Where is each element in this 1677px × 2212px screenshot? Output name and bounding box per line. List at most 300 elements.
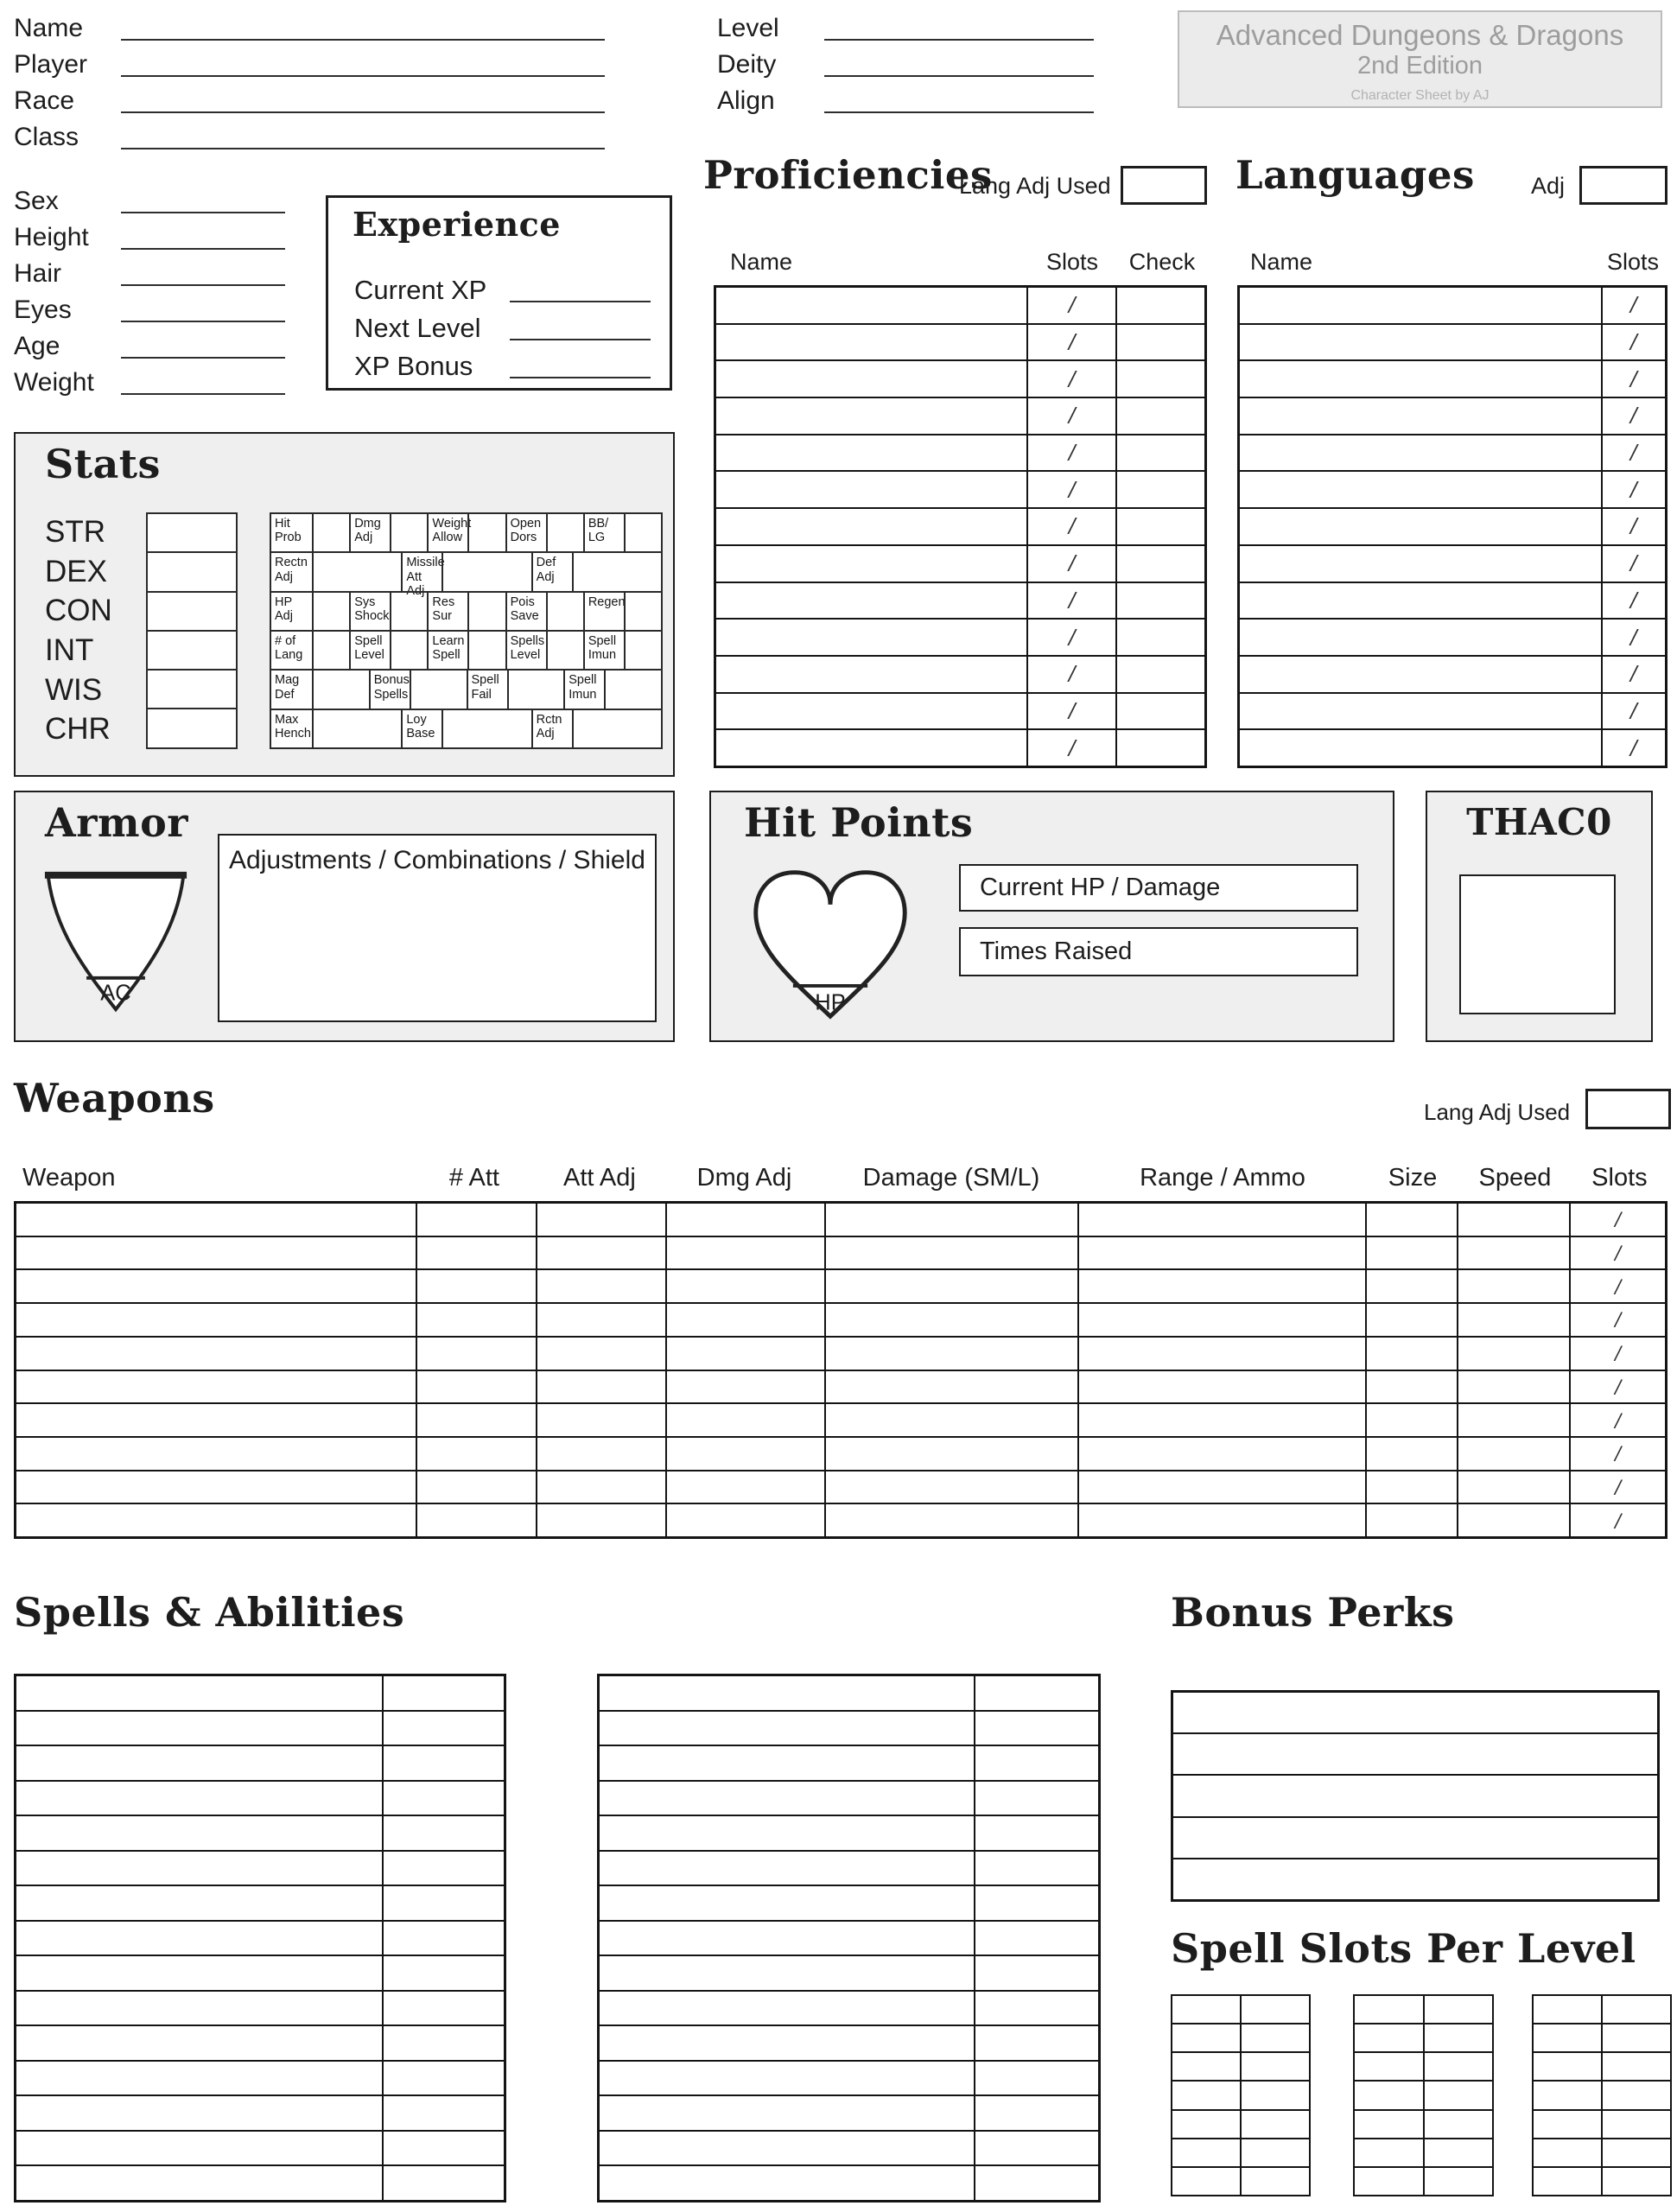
weapon-speed-cell[interactable]: [1457, 1338, 1570, 1370]
spell-uses-cell[interactable]: [382, 1746, 504, 1780]
weapon-weapon-cell[interactable]: [16, 1270, 416, 1302]
language-slots-cell[interactable]: /: [1601, 620, 1665, 655]
weapon-slots-cell[interactable]: /: [1569, 1237, 1665, 1269]
bonus-perk-cell[interactable]: [1173, 1734, 1657, 1774]
align-input-line[interactable]: [824, 111, 1094, 113]
language-name-cell[interactable]: [1240, 694, 1601, 729]
stat-mod-value-cell[interactable]: [624, 632, 661, 669]
proficiency-name-cell[interactable]: [716, 657, 1026, 692]
proficiency-slots-cell[interactable]: /: [1026, 435, 1115, 471]
ability-score-box-int[interactable]: [146, 630, 238, 671]
spell-uses-cell[interactable]: [974, 1852, 1098, 1885]
spell-name-cell[interactable]: [600, 2026, 974, 2060]
level-input-line[interactable]: [824, 39, 1094, 41]
weapon-slots-cell[interactable]: /: [1569, 1371, 1665, 1403]
spell-name-cell[interactable]: [600, 1816, 974, 1850]
spell-name-cell[interactable]: [600, 2062, 974, 2095]
spell-uses-cell[interactable]: [974, 1816, 1098, 1850]
bonus-perk-cell[interactable]: [1173, 1693, 1657, 1732]
spell-slot-cell[interactable]: [1355, 2024, 1423, 2051]
bonus-perk-cell[interactable]: [1173, 1859, 1657, 1899]
weapon-dmg-adj-cell[interactable]: [665, 1338, 825, 1370]
weapon-att-cell[interactable]: [416, 1504, 536, 1536]
proficiency-slots-cell[interactable]: /: [1026, 325, 1115, 360]
spell-uses-cell[interactable]: [974, 1992, 1098, 2025]
weapon-att-cell[interactable]: [416, 1338, 536, 1370]
language-name-cell[interactable]: [1240, 398, 1601, 434]
weapon-att-cell[interactable]: [416, 1371, 536, 1403]
spell-uses-cell[interactable]: [974, 2166, 1098, 2200]
spell-name-cell[interactable]: [600, 2166, 974, 2200]
ability-score-box-str[interactable]: [146, 512, 238, 554]
name-input-line[interactable]: [121, 39, 605, 41]
hair-input-line[interactable]: [121, 284, 285, 286]
proficiency-slots-cell[interactable]: /: [1026, 620, 1115, 655]
stat-mod-value-cell[interactable]: [312, 593, 349, 630]
spell-uses-cell[interactable]: [382, 1922, 504, 1955]
weapon-damage-sm-l-cell[interactable]: [824, 1270, 1077, 1302]
spell-uses-cell[interactable]: [382, 1712, 504, 1745]
proficiency-slots-cell[interactable]: /: [1026, 657, 1115, 692]
shield-icon[interactable]: [41, 867, 190, 1018]
stat-mod-value-cell[interactable]: [467, 514, 505, 551]
weapon-weapon-cell[interactable]: [16, 1338, 416, 1370]
language-name-cell[interactable]: [1240, 288, 1601, 323]
weapon-att-cell[interactable]: [416, 1304, 536, 1336]
stat-mod-value-cell[interactable]: [546, 632, 583, 669]
spell-slot-cell[interactable]: [1534, 2111, 1601, 2138]
proficiency-slots-cell[interactable]: /: [1026, 398, 1115, 434]
proficiency-name-cell[interactable]: [716, 730, 1026, 766]
spell-slot-cell[interactable]: [1240, 2139, 1309, 2166]
weapon-slots-cell[interactable]: /: [1569, 1304, 1665, 1336]
weapon-dmg-adj-cell[interactable]: [665, 1404, 825, 1436]
weapon-dmg-adj-cell[interactable]: [665, 1371, 825, 1403]
weapon-weapon-cell[interactable]: [16, 1204, 416, 1236]
weapon-weapon-cell[interactable]: [16, 1237, 416, 1269]
weapon-att-adj-cell[interactable]: [536, 1371, 665, 1403]
current-xp-input-line[interactable]: [510, 301, 651, 302]
spell-slot-cell[interactable]: [1240, 2111, 1309, 2138]
proficiency-check-cell[interactable]: [1115, 730, 1204, 766]
proficiency-name-cell[interactable]: [716, 620, 1026, 655]
bonus-perk-cell[interactable]: [1173, 1818, 1657, 1858]
spell-slot-cell[interactable]: [1240, 2168, 1309, 2195]
weapon-speed-cell[interactable]: [1457, 1304, 1570, 1336]
spell-name-cell[interactable]: [600, 2096, 974, 2130]
ability-score-box-chr[interactable]: [146, 708, 238, 749]
spell-slot-cell[interactable]: [1172, 2111, 1240, 2138]
language-slots-cell[interactable]: /: [1601, 694, 1665, 729]
proficiency-name-cell[interactable]: [716, 288, 1026, 323]
proficiency-check-cell[interactable]: [1115, 546, 1204, 582]
weapon-dmg-adj-cell[interactable]: [665, 1438, 825, 1470]
spell-uses-cell[interactable]: [382, 1816, 504, 1850]
stat-mod-value-cell[interactable]: [572, 710, 661, 747]
weapon-att-adj-cell[interactable]: [536, 1237, 665, 1269]
spell-uses-cell[interactable]: [382, 1886, 504, 1920]
spell-uses-cell[interactable]: [974, 1746, 1098, 1780]
weapon-speed-cell[interactable]: [1457, 1371, 1570, 1403]
spell-slot-cell[interactable]: [1601, 2082, 1670, 2108]
weapon-dmg-adj-cell[interactable]: [665, 1237, 825, 1269]
languages-adj-box[interactable]: [1579, 166, 1667, 205]
spell-slot-cell[interactable]: [1601, 1996, 1670, 2023]
spell-slot-cell[interactable]: [1240, 2082, 1309, 2108]
stat-mod-value-cell[interactable]: [312, 671, 369, 708]
weapon-damage-sm-l-cell[interactable]: [824, 1438, 1077, 1470]
weapon-size-cell[interactable]: [1365, 1204, 1457, 1236]
spell-slot-cell[interactable]: [1601, 2053, 1670, 2080]
weapon-slots-cell[interactable]: /: [1569, 1404, 1665, 1436]
spell-name-cell[interactable]: [600, 1712, 974, 1745]
spell-uses-cell[interactable]: [974, 1956, 1098, 1990]
weapon-size-cell[interactable]: [1365, 1304, 1457, 1336]
weapon-size-cell[interactable]: [1365, 1504, 1457, 1536]
spell-name-cell[interactable]: [600, 1922, 974, 1955]
weapon-att-cell[interactable]: [416, 1270, 536, 1302]
sex-input-line[interactable]: [121, 212, 285, 213]
proficiency-name-cell[interactable]: [716, 361, 1026, 397]
stat-mod-value-cell[interactable]: [390, 632, 427, 669]
weapon-att-cell[interactable]: [416, 1404, 536, 1436]
weapon-range-ammo-cell[interactable]: [1077, 1237, 1365, 1269]
spell-slot-cell[interactable]: [1355, 2111, 1423, 2138]
weapon-range-ammo-cell[interactable]: [1077, 1371, 1365, 1403]
stat-mod-value-cell[interactable]: [624, 514, 661, 551]
language-slots-cell[interactable]: /: [1601, 361, 1665, 397]
spell-slot-cell[interactable]: [1423, 2168, 1493, 2195]
weapon-dmg-adj-cell[interactable]: [665, 1270, 825, 1302]
weapon-damage-sm-l-cell[interactable]: [824, 1471, 1077, 1503]
proficiency-check-cell[interactable]: [1115, 657, 1204, 692]
weapon-weapon-cell[interactable]: [16, 1304, 416, 1336]
spell-uses-cell[interactable]: [382, 2026, 504, 2060]
spell-name-cell[interactable]: [600, 1886, 974, 1920]
spell-slot-cell[interactable]: [1534, 1996, 1601, 2023]
language-name-cell[interactable]: [1240, 509, 1601, 544]
current-hp-damage-box[interactable]: [959, 864, 1358, 912]
weapon-range-ammo-cell[interactable]: [1077, 1304, 1365, 1336]
spell-slot-cell[interactable]: [1534, 2024, 1601, 2051]
weapon-dmg-adj-cell[interactable]: [665, 1204, 825, 1236]
spell-slot-cell[interactable]: [1355, 1996, 1423, 2023]
language-slots-cell[interactable]: /: [1601, 583, 1665, 619]
language-slots-cell[interactable]: /: [1601, 509, 1665, 544]
spell-uses-cell[interactable]: [974, 2026, 1098, 2060]
spell-uses-cell[interactable]: [974, 1676, 1098, 1710]
stat-mod-value-cell[interactable]: [507, 671, 564, 708]
proficiency-slots-cell[interactable]: /: [1026, 288, 1115, 323]
spell-uses-cell[interactable]: [382, 2062, 504, 2095]
proficiency-name-cell[interactable]: [716, 509, 1026, 544]
proficiency-check-cell[interactable]: [1115, 288, 1204, 323]
heart-icon[interactable]: [746, 860, 915, 1024]
stat-mod-value-cell[interactable]: [624, 593, 661, 630]
race-input-line[interactable]: [121, 111, 605, 113]
weapon-att-cell[interactable]: [416, 1471, 536, 1503]
language-name-cell[interactable]: [1240, 361, 1601, 397]
spell-slot-cell[interactable]: [1355, 2053, 1423, 2080]
spell-name-cell[interactable]: [16, 1992, 382, 2025]
language-name-cell[interactable]: [1240, 435, 1601, 471]
proficiency-check-cell[interactable]: [1115, 435, 1204, 471]
proficiency-check-cell[interactable]: [1115, 583, 1204, 619]
weapon-size-cell[interactable]: [1365, 1237, 1457, 1269]
stat-mod-value-cell[interactable]: [546, 514, 583, 551]
language-slots-cell[interactable]: /: [1601, 398, 1665, 434]
spell-slot-cell[interactable]: [1534, 2082, 1601, 2108]
language-name-cell[interactable]: [1240, 583, 1601, 619]
spell-name-cell[interactable]: [600, 1852, 974, 1885]
language-name-cell[interactable]: [1240, 730, 1601, 766]
proficiencies-lang-adj-box[interactable]: [1121, 166, 1207, 205]
spell-slot-cell[interactable]: [1423, 2082, 1493, 2108]
stat-mod-value-cell[interactable]: [410, 671, 467, 708]
spell-uses-cell[interactable]: [382, 1992, 504, 2025]
weapon-slots-cell[interactable]: /: [1569, 1438, 1665, 1470]
spell-slot-cell[interactable]: [1601, 2168, 1670, 2195]
spell-slot-cell[interactable]: [1172, 2082, 1240, 2108]
language-slots-cell[interactable]: /: [1601, 472, 1665, 507]
stat-mod-value-cell[interactable]: [441, 553, 530, 590]
spell-uses-cell[interactable]: [382, 2132, 504, 2165]
weapon-speed-cell[interactable]: [1457, 1404, 1570, 1436]
spell-name-cell[interactable]: [16, 2026, 382, 2060]
spell-slot-cell[interactable]: [1355, 2168, 1423, 2195]
spell-slot-cell[interactable]: [1423, 2111, 1493, 2138]
language-slots-cell[interactable]: /: [1601, 288, 1665, 323]
weapon-att-cell[interactable]: [416, 1204, 536, 1236]
weapon-size-cell[interactable]: [1365, 1404, 1457, 1436]
stat-mod-value-cell[interactable]: [312, 553, 401, 590]
proficiency-name-cell[interactable]: [716, 546, 1026, 582]
language-name-cell[interactable]: [1240, 620, 1601, 655]
language-slots-cell[interactable]: /: [1601, 546, 1665, 582]
spell-name-cell[interactable]: [16, 2062, 382, 2095]
spell-name-cell[interactable]: [16, 1956, 382, 1990]
weapon-weapon-cell[interactable]: [16, 1471, 416, 1503]
next-level-input-line[interactable]: [510, 339, 651, 340]
weapon-att-cell[interactable]: [416, 1438, 536, 1470]
ability-score-box-con[interactable]: [146, 591, 238, 632]
spell-slot-cell[interactable]: [1534, 2139, 1601, 2166]
weapon-speed-cell[interactable]: [1457, 1204, 1570, 1236]
spell-uses-cell[interactable]: [974, 2062, 1098, 2095]
proficiency-name-cell[interactable]: [716, 472, 1026, 507]
proficiency-name-cell[interactable]: [716, 435, 1026, 471]
proficiency-slots-cell[interactable]: /: [1026, 583, 1115, 619]
weapon-att-adj-cell[interactable]: [536, 1438, 665, 1470]
spell-uses-cell[interactable]: [974, 1712, 1098, 1745]
spell-slot-cell[interactable]: [1423, 2024, 1493, 2051]
weapon-size-cell[interactable]: [1365, 1438, 1457, 1470]
stat-mod-value-cell[interactable]: [441, 710, 530, 747]
weapon-weapon-cell[interactable]: [16, 1404, 416, 1436]
spell-slot-cell[interactable]: [1601, 2139, 1670, 2166]
stat-mod-value-cell[interactable]: [390, 593, 427, 630]
spell-slot-cell[interactable]: [1355, 2139, 1423, 2166]
spell-name-cell[interactable]: [600, 1746, 974, 1780]
spell-uses-cell[interactable]: [382, 2166, 504, 2200]
spell-slot-cell[interactable]: [1172, 2139, 1240, 2166]
spell-uses-cell[interactable]: [974, 1922, 1098, 1955]
weapon-dmg-adj-cell[interactable]: [665, 1504, 825, 1536]
weapon-size-cell[interactable]: [1365, 1270, 1457, 1302]
proficiency-name-cell[interactable]: [716, 398, 1026, 434]
spell-slot-cell[interactable]: [1240, 2024, 1309, 2051]
language-name-cell[interactable]: [1240, 325, 1601, 360]
weapon-weapon-cell[interactable]: [16, 1371, 416, 1403]
weapon-damage-sm-l-cell[interactable]: [824, 1338, 1077, 1370]
weapon-size-cell[interactable]: [1365, 1338, 1457, 1370]
spell-name-cell[interactable]: [16, 1852, 382, 1885]
times-raised-box[interactable]: [959, 927, 1358, 976]
spell-name-cell[interactable]: [16, 1746, 382, 1780]
spell-uses-cell[interactable]: [974, 1782, 1098, 1815]
proficiency-name-cell[interactable]: [716, 694, 1026, 729]
spell-uses-cell[interactable]: [974, 2132, 1098, 2165]
weapon-att-adj-cell[interactable]: [536, 1404, 665, 1436]
weapon-speed-cell[interactable]: [1457, 1237, 1570, 1269]
proficiency-slots-cell[interactable]: /: [1026, 546, 1115, 582]
weapon-slots-cell[interactable]: /: [1569, 1504, 1665, 1536]
proficiency-slots-cell[interactable]: /: [1026, 509, 1115, 544]
spell-slot-cell[interactable]: [1172, 2053, 1240, 2080]
weapon-att-adj-cell[interactable]: [536, 1338, 665, 1370]
weapon-damage-sm-l-cell[interactable]: [824, 1371, 1077, 1403]
language-name-cell[interactable]: [1240, 657, 1601, 692]
spell-uses-cell[interactable]: [382, 2096, 504, 2130]
language-slots-cell[interactable]: /: [1601, 325, 1665, 360]
weapon-damage-sm-l-cell[interactable]: [824, 1204, 1077, 1236]
weapon-slots-cell[interactable]: /: [1569, 1471, 1665, 1503]
proficiency-slots-cell[interactable]: /: [1026, 730, 1115, 766]
weapon-damage-sm-l-cell[interactable]: [824, 1504, 1077, 1536]
weapon-slots-cell[interactable]: /: [1569, 1270, 1665, 1302]
weapon-slots-cell[interactable]: /: [1569, 1338, 1665, 1370]
proficiency-check-cell[interactable]: [1115, 472, 1204, 507]
bonus-perk-cell[interactable]: [1173, 1776, 1657, 1815]
spell-name-cell[interactable]: [600, 1992, 974, 2025]
weapon-range-ammo-cell[interactable]: [1077, 1438, 1365, 1470]
player-input-line[interactable]: [121, 75, 605, 77]
spell-name-cell[interactable]: [16, 1816, 382, 1850]
weapon-damage-sm-l-cell[interactable]: [824, 1404, 1077, 1436]
spell-slot-cell[interactable]: [1423, 1996, 1493, 2023]
stat-mod-value-cell[interactable]: [467, 632, 505, 669]
spell-name-cell[interactable]: [16, 2166, 382, 2200]
spell-name-cell[interactable]: [16, 2096, 382, 2130]
stat-mod-value-cell[interactable]: [467, 593, 505, 630]
weapon-att-adj-cell[interactable]: [536, 1504, 665, 1536]
proficiency-check-cell[interactable]: [1115, 620, 1204, 655]
weapon-att-adj-cell[interactable]: [536, 1270, 665, 1302]
deity-input-line[interactable]: [824, 75, 1094, 77]
ability-score-box-dex[interactable]: [146, 551, 238, 593]
stat-mod-value-cell[interactable]: [312, 710, 401, 747]
proficiency-check-cell[interactable]: [1115, 361, 1204, 397]
weapon-damage-sm-l-cell[interactable]: [824, 1237, 1077, 1269]
spell-slot-cell[interactable]: [1172, 1996, 1240, 2023]
stat-mod-value-cell[interactable]: [546, 593, 583, 630]
language-name-cell[interactable]: [1240, 546, 1601, 582]
spell-name-cell[interactable]: [16, 2132, 382, 2165]
weight-input-line[interactable]: [121, 393, 285, 395]
weapon-weapon-cell[interactable]: [16, 1438, 416, 1470]
spell-uses-cell[interactable]: [382, 1956, 504, 1990]
stat-mod-value-cell[interactable]: [390, 514, 427, 551]
spell-name-cell[interactable]: [600, 1782, 974, 1815]
spell-name-cell[interactable]: [600, 1676, 974, 1710]
weapon-att-cell[interactable]: [416, 1237, 536, 1269]
spell-uses-cell[interactable]: [974, 1886, 1098, 1920]
spell-slot-cell[interactable]: [1601, 2024, 1670, 2051]
weapon-range-ammo-cell[interactable]: [1077, 1404, 1365, 1436]
spell-slot-cell[interactable]: [1601, 2111, 1670, 2138]
proficiency-check-cell[interactable]: [1115, 509, 1204, 544]
armor-adjustments-box[interactable]: [218, 834, 657, 1022]
spell-slot-cell[interactable]: [1423, 2139, 1493, 2166]
weapon-slots-cell[interactable]: /: [1569, 1204, 1665, 1236]
weapon-speed-cell[interactable]: [1457, 1270, 1570, 1302]
weapon-speed-cell[interactable]: [1457, 1471, 1570, 1503]
spell-slot-cell[interactable]: [1172, 2024, 1240, 2051]
weapon-range-ammo-cell[interactable]: [1077, 1471, 1365, 1503]
thac0-value-box[interactable]: [1459, 874, 1616, 1014]
proficiency-name-cell[interactable]: [716, 583, 1026, 619]
proficiency-slots-cell[interactable]: /: [1026, 361, 1115, 397]
spell-slot-cell[interactable]: [1534, 2053, 1601, 2080]
spell-slot-cell[interactable]: [1534, 2168, 1601, 2195]
proficiency-check-cell[interactable]: [1115, 694, 1204, 729]
weapon-att-adj-cell[interactable]: [536, 1471, 665, 1503]
stat-mod-value-cell[interactable]: [572, 553, 661, 590]
spell-uses-cell[interactable]: [382, 1676, 504, 1710]
weapon-weapon-cell[interactable]: [16, 1504, 416, 1536]
language-slots-cell[interactable]: /: [1601, 730, 1665, 766]
weapon-dmg-adj-cell[interactable]: [665, 1304, 825, 1336]
weapon-range-ammo-cell[interactable]: [1077, 1338, 1365, 1370]
spell-name-cell[interactable]: [16, 1782, 382, 1815]
spell-slot-cell[interactable]: [1240, 1996, 1309, 2023]
stat-mod-value-cell[interactable]: [604, 671, 661, 708]
weapon-damage-sm-l-cell[interactable]: [824, 1304, 1077, 1336]
spell-name-cell[interactable]: [16, 1676, 382, 1710]
weapon-size-cell[interactable]: [1365, 1471, 1457, 1503]
weapon-att-adj-cell[interactable]: [536, 1304, 665, 1336]
xp-bonus-input-line[interactable]: [510, 377, 651, 378]
language-slots-cell[interactable]: /: [1601, 435, 1665, 471]
proficiency-check-cell[interactable]: [1115, 325, 1204, 360]
spell-uses-cell[interactable]: [382, 1852, 504, 1885]
spell-name-cell[interactable]: [16, 1922, 382, 1955]
weapon-speed-cell[interactable]: [1457, 1438, 1570, 1470]
stat-mod-value-cell[interactable]: [312, 514, 349, 551]
weapon-range-ammo-cell[interactable]: [1077, 1504, 1365, 1536]
weapon-size-cell[interactable]: [1365, 1371, 1457, 1403]
age-input-line[interactable]: [121, 357, 285, 359]
weapon-dmg-adj-cell[interactable]: [665, 1471, 825, 1503]
spell-slot-cell[interactable]: [1355, 2082, 1423, 2108]
class-input-line[interactable]: [121, 148, 605, 149]
proficiency-check-cell[interactable]: [1115, 398, 1204, 434]
spell-name-cell[interactable]: [600, 1956, 974, 1990]
spell-uses-cell[interactable]: [974, 2096, 1098, 2130]
weapon-range-ammo-cell[interactable]: [1077, 1204, 1365, 1236]
eyes-input-line[interactable]: [121, 321, 285, 322]
weapon-att-adj-cell[interactable]: [536, 1204, 665, 1236]
